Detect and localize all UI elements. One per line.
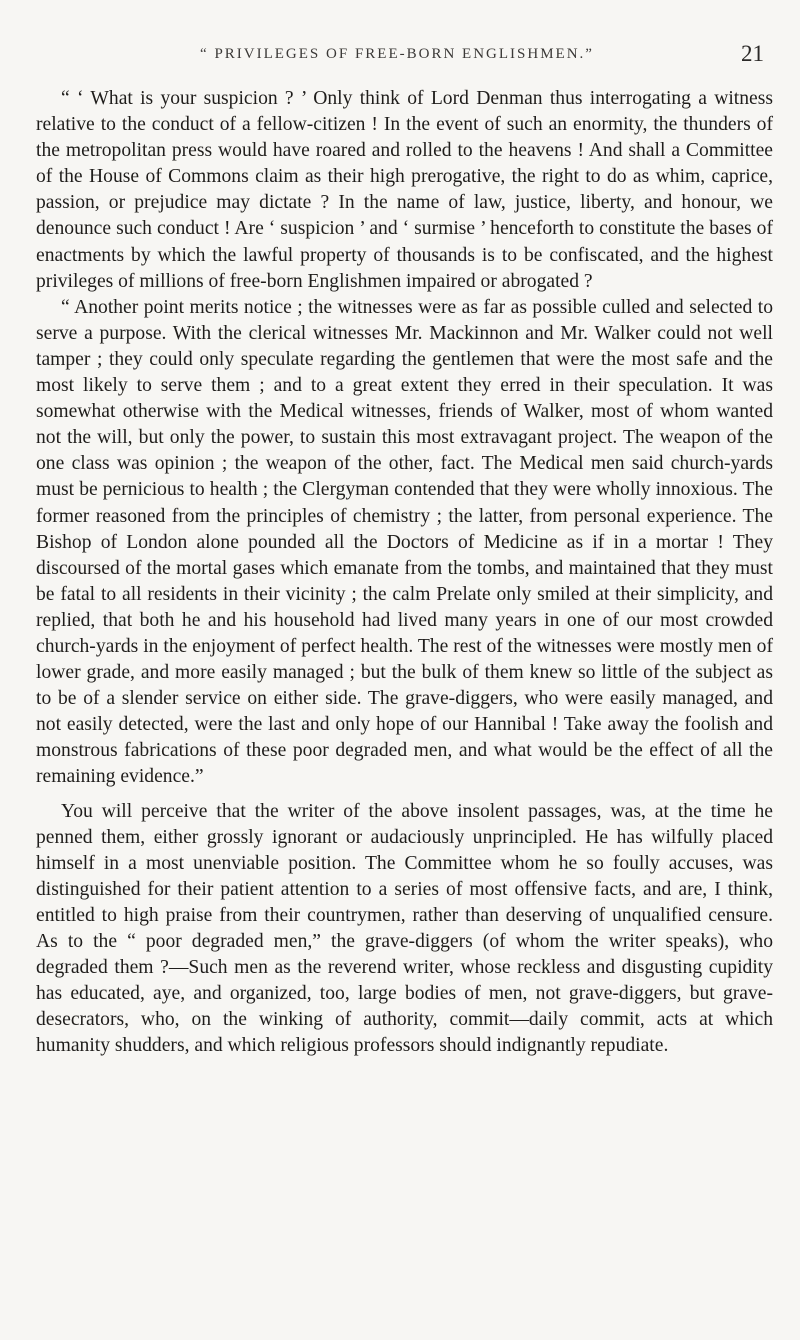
body-text bbox=[36, 86, 773, 1059]
page-number: 21 bbox=[741, 41, 764, 66]
running-head bbox=[90, 41, 764, 76]
paragraph-response: You will perceive that the writer of the above insolent passages, was, at the time he penned them, either grossly ignorant or audaciously unprincipled. He has wilfully placed himself in a most unenviable position. The Committee whom he so foully accuses, was distinguished for their patient attention to a series of most offensive facts, and are, I think, entitled to high praise from their countrymen, rather than deserving of unqualified censure. As to the “ poor degraded men,” the grave-diggers (of whom the writer speaks), who degraded them ?—Such men as the reverend writer, whose reckless and disgusting cupidity has educated, aye, and organized, too, large bodies of men, not grave-diggers, but grave-desecrators, who, on the winking of authority, commit—daily commit, acts at which humanity shudders, and which religious professors should indignantly repudiate. bbox=[36, 800, 773, 1057]
paragraph-quote-witnesses: “ Another point merits notice ; the witnesses were as far as possible culled and selected to serve a purpose. With the clerical witnesses Mr. Mackinnon and Mr. Walker could not well tamper ; they could only speculate regarding the gentlemen that were the most safe and the most likely to serve them ; and to a great extent they erred in their speculation. It was somewhat otherwise with the Medical witnesses, friends of Walker, most of whom wanted not the will, but only the power, to sustain this most extravagant project. The weapon of the one class was opinion ; the weapon of the other, fact. The Medical men said church-yards must be pernicious to health ; the Clergyman contended that they were wholly innoxious. The former reasoned from the principles of chemistry ; the latter, from personal experience. The Bishop of London alone pounded all the Doctors of Medicine as if in a mortar ! They discoursed of the mortal gases which emanate from the tombs, and maintained that they must be fatal to all residents in their vicinity ; the calm Prelate only smiled at their simplicity, and replied, that both he and his household had lived many years in one of our most crowded church-yards in the enjoyment of perfect health. The rest of the witnesses were mostly men of lower grade, and more easily managed ; but the bulk of them knew so little of the subject as to be of a slender service on either side. The grave-diggers, who were easily managed, and not easily detected, were the last and only hope of our Hannibal ! Take away the foolish and monstrous fabrications of these poor degraded men, and what would be the effect of all the remaining evidence.” bbox=[36, 296, 773, 788]
running-title: “ PRIVILEGES OF FREE-BORN ENGLISHMEN.” bbox=[200, 46, 594, 62]
paragraph-quote-suspicion: “ ‘ What is your suspicion ? ’ Only think of Lord Denman thus interrogating a witness relative to the conduct of a fellow-citizen ! In the event of such an enormity, the thunders of the metropolitan press would have roared and rolled to the heavens ! And shall a Committee of the House of Commons claim as their high prerogative, the right to do as whim, caprice, passion, or prejudice may dictate ? In the name of law, justice, liberty, and honour, we denounce such conduct ! Are ‘ suspicion ’ and ‘ surmise ’ henceforth to constitute the bases of enactments by which the lawful property of thousands is to be confiscated, and the highest privileges of millions of free-born Englishmen impaired or abrogated ? bbox=[36, 88, 773, 292]
